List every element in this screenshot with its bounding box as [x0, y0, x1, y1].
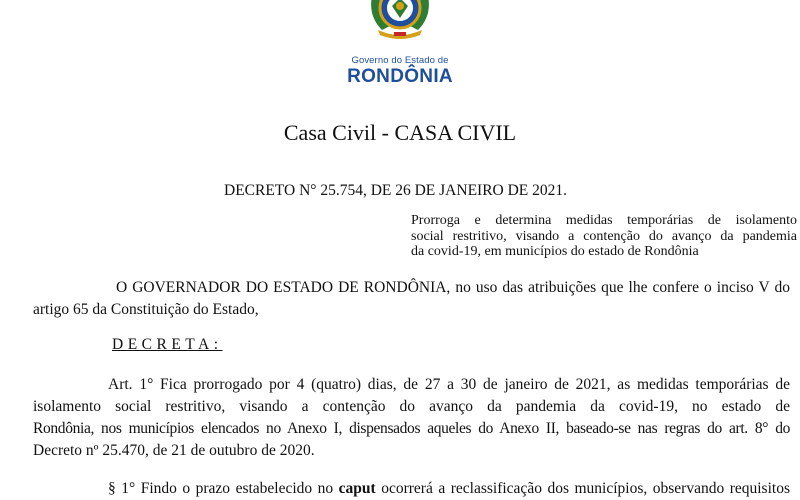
decree-summary	[411, 213, 797, 260]
paragraph-1-line	[33, 478, 790, 500]
paragraph-1-text-after: ocorrerá a reclassificação dos municípios, observando requisitos	[375, 480, 790, 497]
article-1-line: Rondônia, nos municípios elencados no Anexo I, dispensados aqueles do Anexo II, baseado-se nas regras do art. 8° do	[33, 420, 790, 437]
paragraph-1	[33, 478, 790, 500]
summary-line: da covid-19, em municípios do estado de Rondônia	[411, 244, 699, 259]
government-label: Governo do Estado de	[351, 55, 449, 66]
paragraph-1-text-before: § 1° Findo o prazo estabelecido no	[108, 480, 339, 497]
article-1-line: isolamento social restritivo, visando a contenção do avanço da pandemia da covid-19, no estado de	[33, 398, 790, 415]
document-title: Casa Civil - CASA CIVIL	[283, 120, 517, 145]
decree-number: DECRETO N° 25.754, DE 26 DE JANEIRO DE 2021.	[224, 182, 568, 199]
decreta-heading: DECRETA:	[112, 336, 223, 353]
summary-line: Prorroga e determina medidas temporárias de isolamento	[411, 213, 797, 228]
caput-term: caput	[338, 480, 376, 497]
preamble-line: artigo 65 da Constituição do Estado,	[33, 301, 259, 318]
preamble	[33, 277, 790, 321]
article-1	[33, 374, 790, 462]
article-1-line: Decreto nº 25.470, de 21 de outubro de 2020.	[33, 442, 315, 459]
preamble-line: O GOVERNADOR DO ESTADO DE RONDÔNIA, no uso das atribuições que lhe confere o inciso V do	[116, 279, 790, 296]
state-coat-of-arms-icon	[364, 0, 436, 40]
article-1-line: Art. 1° Fica prorrogado por 4 (quatro) dias, de 27 a 30 de janeiro de 2021, as medidas temporárias de	[108, 376, 790, 393]
state-name-logo: RONDÔNIA	[347, 66, 453, 87]
summary-line: social restritivo, visando a contenção do avanço da pandemia	[411, 228, 797, 244]
